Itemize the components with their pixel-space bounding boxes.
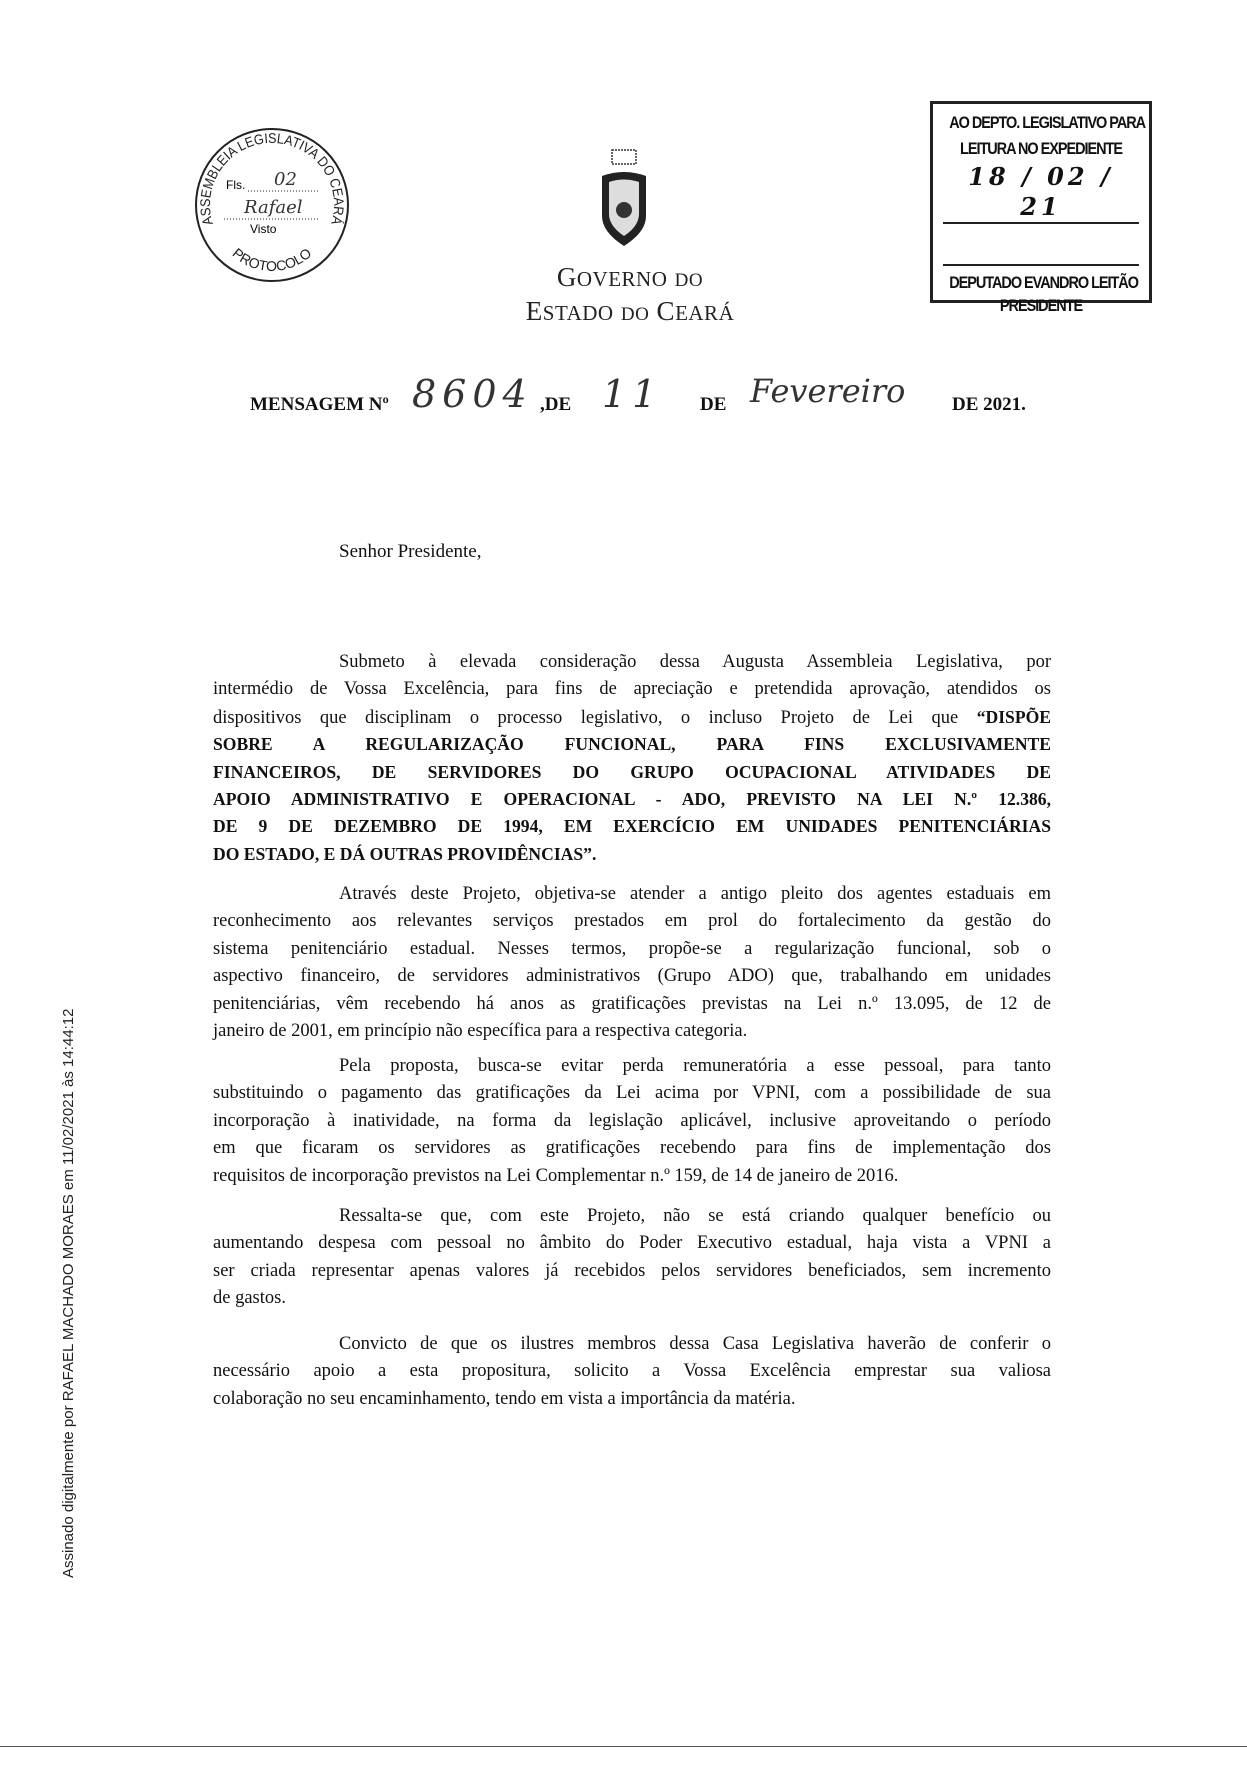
message-label: MENSAGEM Nº <box>250 394 389 415</box>
page-bottom-rule <box>0 1746 1247 1747</box>
stamp-line-3: DEPUTADO EVANDRO LEITÃO <box>949 273 1138 292</box>
paragraph-line <box>213 1331 1051 1358</box>
stamp-line-2: LEITURA NO EXPEDIENTE <box>960 139 1122 158</box>
paragraph <box>213 1331 1051 1413</box>
body-text: Ressalta-se que, com este Projeto, não se está criando qualquer benefício ou <box>339 1206 1051 1226</box>
body-text: aspectivo financeiro, de servidores administrativos (Grupo ADO) que, trabalhando em unidades <box>213 966 1051 987</box>
paragraph-line <box>213 1080 1051 1107</box>
paragraph-line <box>213 676 1051 703</box>
message-de: ,DE <box>540 394 572 415</box>
greeting: Senhor Presidente, <box>339 541 482 562</box>
stamp-line-1: AO DEPTO. LEGISLATIVO PARA <box>949 113 1146 132</box>
paragraph <box>213 1203 1051 1313</box>
body-text: necessário apoio a esta propositura, solicito a Vossa Excelência emprestar sua valiosa <box>213 1361 1051 1382</box>
seal-ring-text: ASSEMBLEIA LEGISLATIVA DO CEARÁ <box>196 129 348 228</box>
paragraph-line <box>213 1163 1051 1190</box>
body-text: colaboração no seu encaminhamento, tendo em vista a importância da matéria. <box>213 1388 796 1409</box>
body-text: aumentando despesa com pessoal no âmbito do Poder Executivo estadual, haja vista a VPNI a <box>213 1233 1051 1254</box>
body-text: Através deste Projeto, objetiva-se atender a antigo pleito dos agentes estaduais em <box>339 884 1051 904</box>
paragraph-line <box>213 1018 1051 1045</box>
paragraph-line <box>213 991 1051 1018</box>
body-text: incorporação à inatividade, na forma da legislação aplicável, inclusive aproveitando o período <box>213 1110 1051 1131</box>
legislative-receipt-stamp <box>930 101 1152 315</box>
paragraph-line <box>213 908 1051 935</box>
body-text: Pela proposta, busca-se evitar perda remuneratória a esse pessoal, para tanto <box>339 1056 1051 1076</box>
paragraph <box>213 881 1051 1045</box>
seal-fls-label: Fls. <box>226 178 246 192</box>
paragraph <box>213 1053 1051 1190</box>
protocol-seal <box>192 125 352 285</box>
header-governo: GOVERNO DO <box>556 262 704 292</box>
body-text: janeiro de 2001, em princípio não específica para a respectiva categoria. <box>213 1020 748 1041</box>
message-de-2: DE <box>700 394 727 415</box>
paragraph-line <box>213 963 1051 990</box>
body-text: dispositivos que disciplinam o processo legislativo, o incluso Projeto de Lei que <box>213 707 977 728</box>
paragraph-line <box>213 1230 1051 1257</box>
paragraph-line <box>213 649 1051 676</box>
paragraph-line <box>213 1358 1051 1385</box>
paragraph <box>213 649 1051 868</box>
body-text: em que ficaram os servidores as gratificações recebendo para fins de implementação dos <box>213 1138 1051 1159</box>
paragraph-line <box>213 1053 1051 1080</box>
seal-bottom-text: PROTOCOLO <box>229 244 315 275</box>
paragraph-line <box>213 731 1051 758</box>
header-estado: ESTADO DO CEARÁ <box>525 296 735 326</box>
stamp-line-4: PRESIDENTE <box>999 296 1083 315</box>
body-text: requisitos de incorporação previstos na Lei Complementar n.º 159, de 14 de janeiro de 2016. <box>213 1165 899 1186</box>
body-text: Submeto à elevada consideração dessa Augusta Assembleia Legislativa, por <box>339 652 1051 672</box>
seal-visto-label: Visto <box>250 222 277 236</box>
message-header <box>250 372 1026 432</box>
body-text: intermédio de Vossa Excelência, para fins de apreciação e pretendida aprovação, atendidos os <box>213 679 1051 700</box>
paragraph-line <box>213 1135 1051 1162</box>
paragraph-line <box>213 1386 1051 1413</box>
bill-title-text: SOBRE A REGULARIZAÇÃO FUNCIONAL, PARA FINS EXCLUSIVAMENTE <box>213 734 1051 755</box>
paragraph-line <box>213 704 1051 731</box>
body-text: sistema penitenciário estadual. Nesses termos, propõe-se a regularização funcional, sob o <box>213 938 1051 959</box>
stamp-date: 18 / 02 / 21 <box>943 162 1139 224</box>
paragraph-line <box>213 881 1051 908</box>
message-year: DE 2021. <box>952 394 1026 415</box>
message-month: Fevereiro <box>750 372 906 410</box>
body-text: de gastos. <box>213 1288 286 1309</box>
paragraph-line <box>213 1203 1051 1230</box>
message-number: 8604 <box>412 372 533 416</box>
paragraph-line <box>213 786 1051 813</box>
paragraph-line <box>213 813 1051 840</box>
bill-title-text: “DISPÕE <box>976 706 1051 727</box>
paragraph-line <box>213 759 1051 786</box>
body-text: reconhecimento aos relevantes serviços prestados em prol do fortalecimento da gestão do <box>213 911 1051 932</box>
bill-title-text: APOIO ADMINISTRATIVO E OPERACIONAL - ADO, PREVISTO NA LEI N.º 12.386, <box>213 788 1051 809</box>
body-text: Convicto de que os ilustres membros dessa Casa Legislativa haverão de conferir o <box>339 1334 1051 1354</box>
digital-signature-note: Assinado digitalmente por RAFAEL MACHADO MORAES em 11/02/2021 às 14:44:12 <box>60 1008 77 1578</box>
paragraph-line <box>213 1258 1051 1285</box>
seal-fls-value: 02 <box>274 169 297 190</box>
bill-title-text: DE 9 DE DEZEMBRO DE 1994, EM EXERCÍCIO EM UNIDADES PENITENCIÁRIAS <box>213 816 1051 837</box>
bill-title-text: FINANCEIROS, DE SERVIDORES DO GRUPO OCUPACIONAL ATIVIDADES DE <box>213 761 1051 782</box>
body-text: penitenciárias, vêm recebendo há anos as gratificações previstas na Lei n.º 13.095, de 12 de <box>213 993 1051 1014</box>
coat-of-arms-icon <box>598 148 650 248</box>
paragraph-line <box>213 1108 1051 1135</box>
paragraph-line <box>213 841 1051 868</box>
body-text: substituindo o pagamento das gratificações da Lei acima por VPNI, com a possibilidade de sua <box>213 1083 1051 1104</box>
paragraph-line <box>213 936 1051 963</box>
body-text: ser criada representar apenas valores já recebidos pelos servidores beneficiados, sem incremento <box>213 1260 1051 1281</box>
seal-signature: Rafael <box>244 197 303 218</box>
paragraph-line <box>213 1285 1051 1312</box>
message-day: 11 <box>602 372 663 416</box>
bill-title-text: DO ESTADO, E DÁ OUTRAS PROVIDÊNCIAS”. <box>213 843 597 864</box>
